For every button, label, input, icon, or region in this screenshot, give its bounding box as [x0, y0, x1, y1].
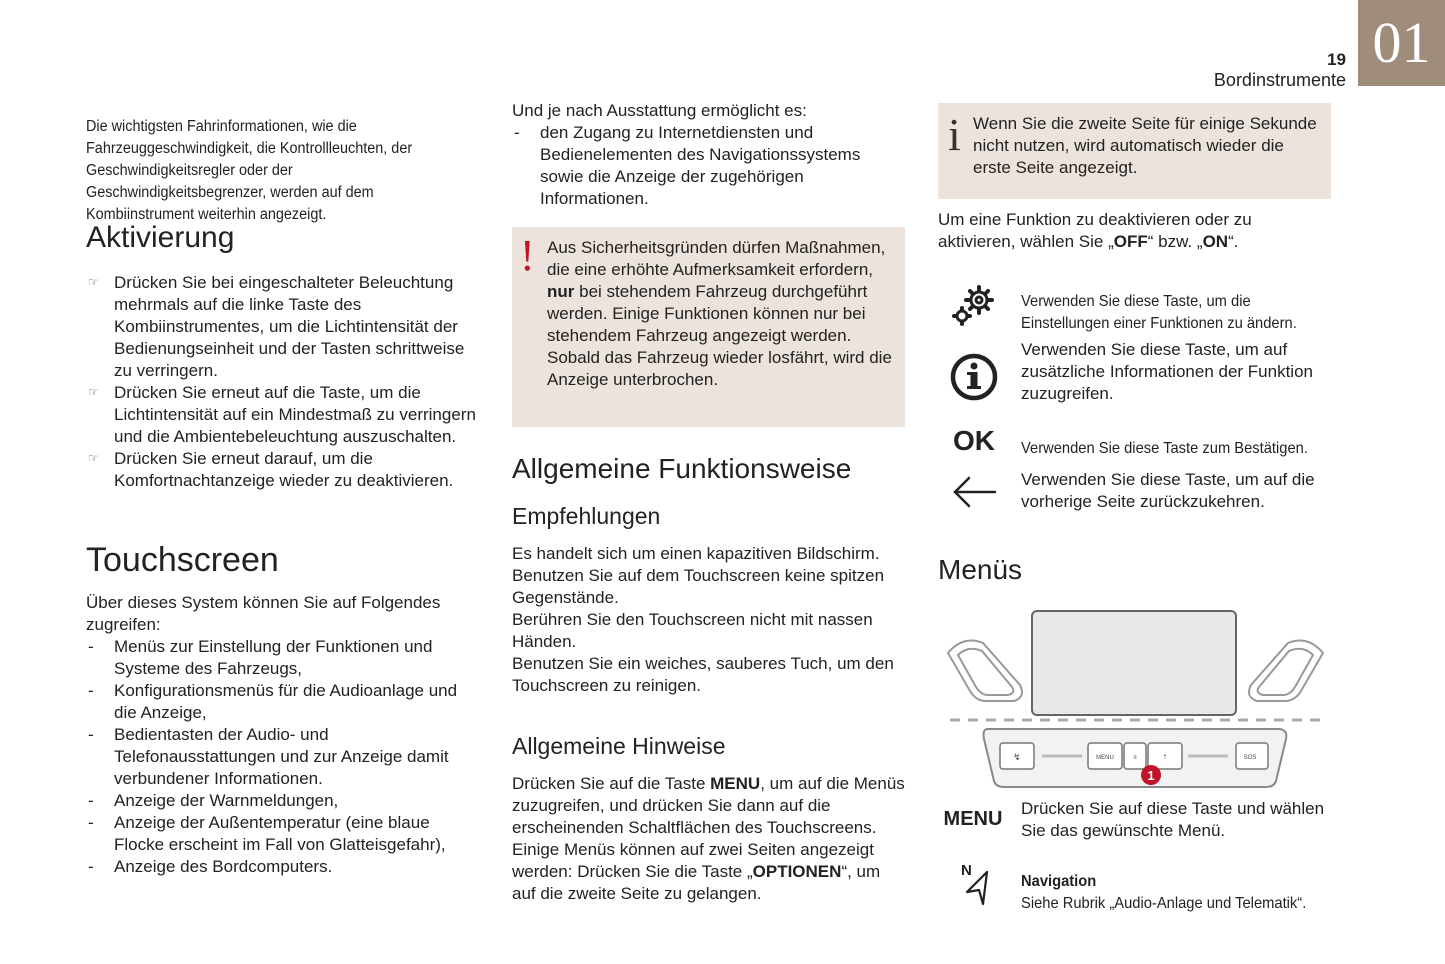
- navigation-icon: [946, 858, 1002, 913]
- nav-text: Siehe Rubrik „Audio-Anlage und Telematik“.: [1021, 895, 1307, 912]
- warning-box: [512, 227, 905, 427]
- on-keyword: ON: [1202, 232, 1229, 251]
- intro-text: Die wichtigsten Fahrinformationen, wie die Fahrzeuggeschwindigkeit, die Kontrollleuchten, der Geschwindigkeitsregler oder der Geschwindigkeitsbegrenzer, werden auf dem Kombiinstrument weiterhin angezeigt.: [86, 117, 413, 223]
- col2-intro-text: Und je nach Ausstattung ermöglicht es:: [512, 101, 807, 120]
- touchscreen-intro: Über dieses System können Sie auf Folgendes zugreifen:: [86, 593, 441, 634]
- svg-text:↯: ↯: [1013, 752, 1021, 762]
- list-item: - Menüs zur Einstellung der Funktionen und Systeme des Fahrzeugs,: [86, 636, 481, 680]
- hinweise-c: “, um auf die zweite Seite zu gelangen.: [512, 862, 881, 903]
- ok-icon: OK: [953, 425, 995, 456]
- chapter-tab: 01: [1358, 0, 1445, 86]
- toggle-a: Um eine Funktion zu deaktivieren oder zu aktivieren, wählen Sie „: [938, 210, 1252, 251]
- col2-intro-list: [512, 122, 897, 210]
- empfehlungen-text: [512, 543, 902, 697]
- list-item: - Anzeige des Bordcomputers.: [86, 856, 481, 878]
- icon-row-text: Verwenden Sie diese Taste zum Bestätigen.: [1021, 440, 1308, 457]
- empfehlung-line: Benutzen Sie ein weiches, sauberes Tuch, um den Touchscreen zu reinigen.: [512, 654, 894, 695]
- warning-text: [547, 237, 897, 391]
- aktivierung-list: [86, 272, 481, 492]
- icon-row-text: Verwenden Sie diese Taste, um auf zusätzliche Informationen der Funktion zuzugreifen.: [1021, 340, 1313, 403]
- gears-icon: [946, 280, 1002, 333]
- toggle-b: “ bzw. „: [1147, 232, 1203, 251]
- optionen-keyword: OPTIONEN: [752, 862, 842, 881]
- list-item: - den Zugang zu Internetdiensten und Bedienelementen des Navigationssystems sowie die Anzeige der zugehörigen Informationen.: [512, 122, 897, 210]
- icon-row-text: Verwenden Sie diese Taste, um die Einstellungen einer Funktionen zu ändern.: [1021, 293, 1297, 332]
- menu-key-icon: MENU: [943, 808, 1003, 830]
- nav-title: Navigation: [1021, 873, 1097, 890]
- info-box: [938, 103, 1331, 199]
- list-item: ☞ Drücken Sie erneut darauf, um die Komfortnachtanzeige wieder zu deaktivieren.: [86, 448, 481, 492]
- section-title: Bordinstrumente: [1213, 70, 1346, 90]
- console-illustration: [938, 605, 1333, 795]
- touchscreen-block: [86, 592, 481, 878]
- list-item: ☞ Drücken Sie erneut auf die Taste, um die Lichtintensität auf ein Mindestmaß zu verringern und die Ambientebeleuchtung auszuschalten.: [86, 382, 481, 448]
- list-item: - Konfigurationsmenüs für die Audioanlage und die Anzeige,: [86, 680, 481, 724]
- toggle-text: [938, 209, 1333, 253]
- info-icon: i: [948, 109, 961, 160]
- nav-letter: N: [961, 862, 972, 879]
- info-circle-icon: [946, 352, 1002, 407]
- hinweise-a: Drücken Sie auf die Taste: [512, 774, 711, 793]
- svg-text:≡: ≡: [1133, 755, 1137, 761]
- empfehlung-line: Berühren Sie den Touchscreen nicht mit nassen Händen.: [512, 610, 873, 651]
- touchscreen-list: [86, 636, 481, 878]
- warning-text-a: Aus Sicherheitsgründen dürfen Maßnahmen, die eine erhöhte Aufmerksamkeit erfordern,: [547, 238, 886, 279]
- icon-row-text: Verwenden Sie diese Taste, um auf die vorherige Seite zurückzukehren.: [1021, 470, 1315, 511]
- page-number: 19: [1327, 50, 1346, 69]
- warning-icon: !: [520, 231, 535, 280]
- back-arrow-icon: [946, 474, 1002, 515]
- warning-bold: nur: [547, 282, 575, 301]
- list-item: - Anzeige der Warnmeldungen,: [86, 790, 481, 812]
- off-keyword: OFF: [1113, 232, 1148, 251]
- funktionsweise-heading: Allgemeine Funktionsweise: [512, 453, 852, 484]
- console-menu-label: MENU: [1096, 755, 1114, 761]
- col2-intro: [512, 100, 897, 210]
- touchscreen-heading: Touchscreen: [86, 541, 279, 579]
- menus-heading: Menüs: [938, 554, 1023, 585]
- menu-keyword: MENU: [710, 774, 761, 793]
- toggle-c: “.: [1228, 232, 1239, 251]
- warning-text-b: bei stehendem Fahrzeug durchgeführt werden. Einige Funktionen können nur bei stehendem Fahrzeug angezeigt werden. Sobald das Fahrzeug wieder losfährt, wird die Anzeige unterbrochen.: [547, 282, 892, 389]
- empfehlung-line: Es handelt sich um einen kapazitiven Bildschirm.: [512, 544, 880, 563]
- list-item: - Anzeige der Außentemperatur (eine blaue Flocke erscheint im Fall von Glatteisgefahr),: [86, 812, 481, 856]
- aktivierung-heading: Aktivierung: [86, 221, 235, 254]
- hinweise-text: [512, 773, 907, 905]
- console-sos-label: SOS: [1243, 755, 1257, 761]
- info-text: Wenn Sie die zweite Seite für einige Sekunde nicht nutzen, wird automatisch wieder die erste Seite angezeigt.: [973, 114, 1317, 177]
- empfehlungen-heading: Empfehlungen: [512, 503, 661, 529]
- svg-text:⇡: ⇡: [1162, 755, 1168, 761]
- menu-text: Drücken Sie auf diese Taste und wählen Sie das gewünschte Menü.: [1021, 799, 1325, 840]
- list-item: ☞ Drücken Sie bei eingeschalteter Beleuchtung mehrmals auf die linke Taste des Kombiinstrumentes, um die Lichtintensität der Bedienungseinheit und der Tasten schrittweise zu verringern.: [86, 272, 481, 382]
- list-item: - Bedientasten der Audio- und Telefonausstattungen und zur Anzeige damit verbundener Informationen.: [86, 724, 481, 790]
- hinweise-b: , um auf die Menüs zuzugreifen, und drücken Sie dann auf die erscheinenden Schaltflächen des Touchscreens. Einige Menüs können auf zwei Seiten angezeigt werden: Drücken Sie die Taste „: [512, 774, 905, 881]
- callout-badge: 1: [1147, 768, 1155, 783]
- empfehlung-line: Benutzen Sie auf dem Touchscreen keine spitzen Gegenstände.: [512, 566, 885, 607]
- hinweise-heading: Allgemeine Hinweise: [512, 733, 726, 759]
